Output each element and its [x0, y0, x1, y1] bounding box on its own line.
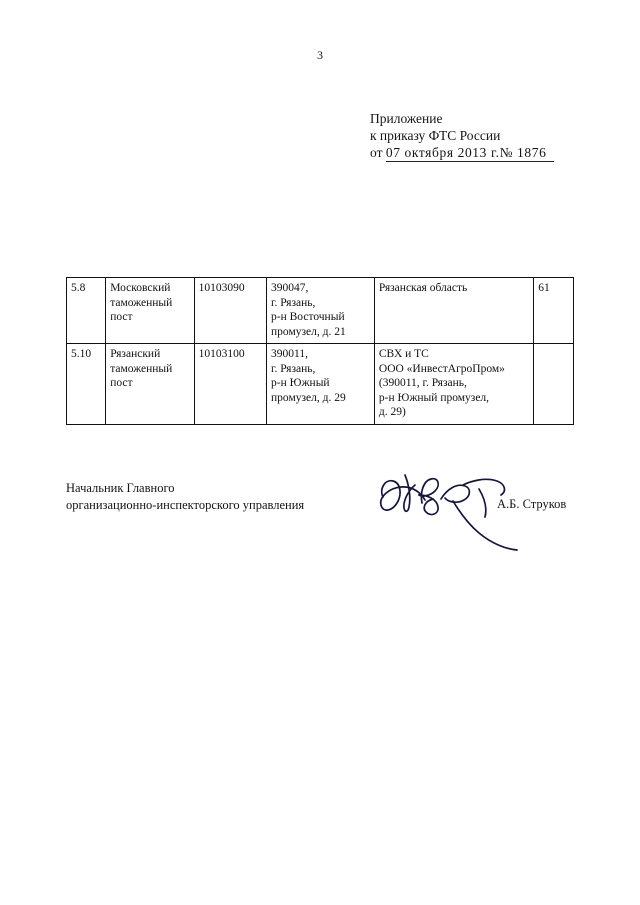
- cell-region-line: д. 29): [378, 406, 406, 418]
- cell-region-line: ООО «ИнвестАгроПром»: [378, 362, 505, 375]
- cell-address-line: г. Рязань,: [271, 362, 316, 375]
- appendix-line-1: Приложение: [370, 111, 443, 126]
- page-number: 3: [317, 48, 323, 62]
- handwritten-signature-icon: [375, 455, 525, 570]
- cell-count: 61: [534, 278, 574, 344]
- cell-address-line: г. Рязань,: [271, 296, 316, 309]
- cell-region-line: Рязанская область: [378, 282, 468, 294]
- cell-region-line: СВХ и ТС: [378, 348, 429, 360]
- cell-name-line: таможенный: [110, 296, 173, 309]
- table-row: [67, 278, 574, 344]
- cell-name-line: таможенный: [110, 362, 173, 375]
- signatory-name: А.Б. Струков: [497, 497, 567, 511]
- table-row: [67, 344, 574, 425]
- appendix-header: [370, 110, 554, 161]
- cell-num: 5.10: [67, 344, 106, 425]
- cell-count: [534, 344, 574, 425]
- appendix-date: 07 октября 2013 г.: [385, 145, 500, 160]
- cell-region-line: (390011, г. Рязань,: [378, 377, 467, 389]
- cell-address-line: промузел, д. 29: [271, 391, 346, 404]
- cell-code: 10103090: [194, 278, 266, 344]
- appendix-number: № 1876: [499, 145, 547, 160]
- cell-region: [374, 344, 533, 425]
- cell-region-line: р-н Южный промузел,: [378, 391, 490, 404]
- cell-name: [106, 344, 194, 425]
- cell-num: 5.8: [67, 278, 106, 344]
- cell-region: [374, 278, 533, 344]
- cell-address-line: промузел, д. 21: [271, 325, 346, 338]
- cell-address-line: р-н Южный: [271, 377, 330, 389]
- appendix-date-prefix: от: [370, 145, 386, 160]
- cell-name-line: Московский: [110, 282, 171, 294]
- appendix-line-3: [370, 144, 554, 161]
- cell-address-line: р-н Восточный: [271, 311, 345, 323]
- signatory-title-line-2: организационно-инспекторского управления: [66, 498, 305, 512]
- cell-code: 10103100: [194, 344, 266, 425]
- cell-name-line: пост: [110, 377, 133, 389]
- cell-address-line: 390011,: [271, 348, 308, 360]
- cell-name: [106, 278, 194, 344]
- cell-name-line: Рязанский: [110, 348, 161, 360]
- cell-name-line: пост: [110, 311, 133, 323]
- signatory-title: [66, 480, 304, 514]
- signatory-title-line-1: Начальник Главного: [66, 481, 175, 495]
- cell-address-line: 390047,: [271, 282, 309, 294]
- appendix-line-2: к приказу ФТС России: [370, 128, 501, 143]
- customs-posts-table: [66, 277, 574, 425]
- cell-address: [267, 278, 375, 344]
- cell-address: [267, 344, 375, 425]
- appendix-number-tail: [546, 145, 554, 162]
